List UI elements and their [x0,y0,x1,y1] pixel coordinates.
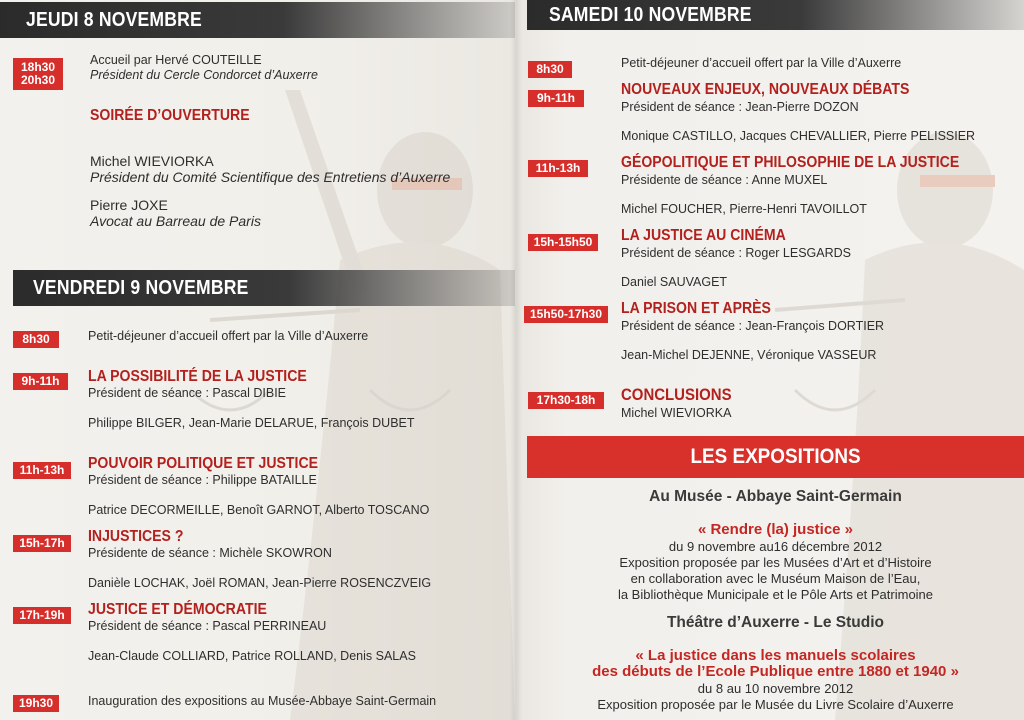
welcome-role: Président du Cercle Condorcet d’Auxerre [90,68,318,82]
session-info: Inauguration des expositions au Musée-Abbaye Saint-Germain [88,694,437,708]
session-title: LA POSSIBILITÉ DE LA JUSTICE [88,368,307,385]
session-speakers: Monique CASTILLO, Jacques CHEVALLIER, Pierre PELISSIER [621,129,976,143]
exhibition-description: la Bibliothèque Municipale et le Pôle Arts et Patrimoine [617,587,934,602]
session-title: LA JUSTICE AU CINÉMA [621,227,786,244]
session-title: JUSTICE ET DÉMOCRATIE [88,601,267,618]
session-chair: Président de séance : Jean-François DORTIER [621,319,885,333]
session-chair: Président de séance : Pascal DIBIE [88,386,287,400]
speaker-name: Michel WIEVIORKA [90,153,214,169]
session-chair: Présidente de séance : Michèle SKOWRON [88,546,332,560]
day-header-jeudi: JEUDI 8 NOVEMBRE [0,2,515,38]
session-chair: Président de séance : Philippe BATAILLE [88,473,317,487]
day-header-vendredi: VENDREDI 9 NOVEMBRE [13,270,515,306]
session-speakers: Jean-Michel DEJENNE, Véronique VASSEUR [621,348,877,362]
page-fold [510,0,522,720]
exhibition-description: Exposition proposée par les Musées d’Art et d’Histoire [619,555,932,570]
session-title: INJUSTICES ? [88,528,184,545]
session-chair: Président de séance : Roger LESGARDS [621,246,851,260]
exhibition-description: Exposition proposée par le Musée du Livre Scolaire d’Auxerre [597,697,954,712]
time-badge: 11h-13h [528,160,588,177]
session-speakers: Philippe BILGER, Jean-Marie DELARUE, François DUBET [88,416,415,430]
speaker-name: Pierre JOXE [90,197,168,213]
exhibition-title: « Rendre (la) justice » [697,521,854,538]
speaker-role: Avocat au Barreau de Paris [90,213,261,229]
time-badge: 8h30 [13,331,59,348]
time-badge: 11h-13h [13,462,71,479]
session-info: Petit-déjeuner d’accueil offert par la Ville d’Auxerre [88,329,369,343]
welcome-text: Accueil par Hervé COUTEILLE [90,53,262,67]
time-badge: 8h30 [528,61,572,78]
session-chair: Président de séance : Jean-Pierre DOZON [621,100,859,114]
session-title: NOUVEAUX ENJEUX, NOUVEAUX DÉBATS [621,81,910,98]
exhibition-dates: du 8 au 10 novembre 2012 [697,681,854,696]
session-title: POUVOIR POLITIQUE ET JUSTICE [88,455,319,472]
time-badge: 17h30-18h [528,392,604,409]
session-speakers: Patrice DECORMEILLE, Benoît GARNOT, Alberto TOSCANO [88,503,430,517]
session-title: CONCLUSIONS [621,385,732,404]
session-title: LA PRISON ET APRÈS [621,300,771,317]
session-speakers: Jean-Claude COLLIARD, Patrice ROLLAND, Denis SALAS [88,649,416,663]
speaker-role: Président du Comité Scientifique des Entretiens d’Auxerre [90,169,451,185]
venue-title: Théâtre d’Auxerre - Le Studio [666,614,885,631]
time-badge: 19h30 [13,695,59,712]
time-badge: 9h-11h [13,373,68,390]
time-badge: 18h30 20h30 [13,58,63,90]
exhibition-title: « La justice dans les manuels scolaires [635,647,916,664]
time-badge: 9h-11h [528,90,584,107]
session-chair: Présidente de séance : Anne MUXEL [621,173,828,187]
session-info: Petit-déjeuner d’accueil offert par la Ville d’Auxerre [621,56,902,70]
expositions-header: LES EXPOSITIONS [527,436,1024,478]
time-badge: 15h-15h50 [528,234,598,251]
time-badge: 17h-19h [13,607,71,624]
session-speakers: Danièle LOCHAK, Joël ROMAN, Jean-Pierre ROSENCZVEIG [88,576,432,590]
session-speakers: Daniel SAUVAGET [621,275,728,289]
time-badge: 15h50-17h30 [524,306,608,323]
day-header-samedi: SAMEDI 10 NOVEMBRE [527,0,1024,30]
exhibition-title: des débuts de l’Ecole Publique entre 1880 et 1940 » [592,663,959,680]
exhibition-description: en collaboration avec le Muséum Maison de l’Eau, [630,571,921,586]
venue-title: Au Musée - Abbaye Saint-Germain [649,488,902,505]
exhibition-dates: du 9 novembre au16 décembre 2012 [668,539,883,554]
session-chair: Président de séance : Pascal PERRINEAU [88,619,327,633]
session-title: SOIRÉE D’OUVERTURE [90,107,250,124]
session-chair: Michel WIEVIORKA [621,406,732,420]
session-title: GÉOPOLITIQUE ET PHILOSOPHIE DE LA JUSTICE [621,154,960,171]
time-badge: 15h-17h [13,535,71,552]
session-speakers: Michel FOUCHER, Pierre-Henri TAVOILLOT [621,202,867,216]
